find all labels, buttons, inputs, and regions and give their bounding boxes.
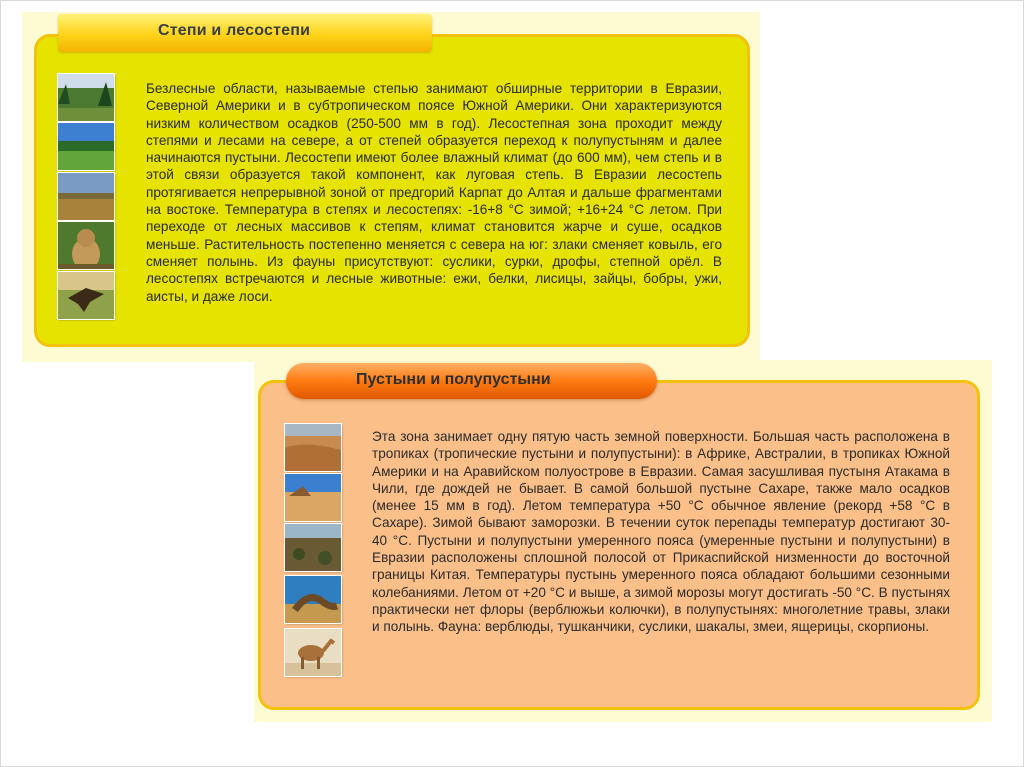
desert-title: Пустыни и полупустыни [356,371,551,388]
steppe-title-tab [58,14,432,52]
rocky-desert-photo [285,474,341,521]
forest-landscape-photo [58,74,114,121]
steppe-description: Безлесные области, называемые степью занимают обширные территории в Евразии, Северной Америки и в субтропическом поясе Южной Америки. Они характеризуются низким количеством осадков (250-500 мм в год). Лесостепная зона проходит между степями и лесами на севере, а от степей образуется переход к полупустыням и далее начинаются пустыни. Лесостепи имеют более влажный климат (до 600 мм), чем степь и в этой связи образуется такой компонент, как луговая степь. В Евразии лесостепь протягивается непрерывной зоной от предгорий Карпат до Алтая и дальше фрагментами на востоке. Температура в степях и лесостепях: -16+8 °С зимой; +16+24 °С летом. При переходе от лесных массивов к степям, климат становится жарче и суше, осадков меньше. Растительность постепенно меняется с севера на юг: злаки сменяет ковыль, его сменяет полынь. Из фауны присутствуют: суслики, сурки, дрофы, степной орёл. В лесостепях встречаются и лесные животные: ежи, белки, лисицы, зайцы, бобры, ужи, аисты, и даже лоси. [146,81,722,304]
steppe-title: Степи и лесостепи [158,22,311,39]
steppe-eagle-photo [58,272,114,319]
desert-description: Эта зона занимает одну пятую часть земной поверхности. Большая часть расположена в тропиках (тропические пустыни и полупустыни): в Африке, Австралии, в тропиках Южной Америки и на Аравийском полуострове в Евразии. Самая засушливая пустыня Атакама в Чили, где дождей не бывает. В самой большой пустыне Сахаре, также мало осадков (менее 15 мм в год). Летом температура +50 °С обычное явление (рекорд +58 °С в Сахаре). Зимой бывают заморозки. В течении суток перепады температур достигают 30-40 °С. Пустыни и полупустыни умеренного пояса (умеренные пустыни и полупустыни) в Евразии расположены сплошной полосой от Прикаспийской низменности до восточной границы Китая. Температуры пустынь умеренного пояса обладают большими сезонными колебаниями. Летом от +20 °С и выше, а зимой морозы могут достигать -50 °С. В пустынях практически нет флоры (верблюжьи колючки), в полупустынях: многолетние травы, злаки и полынь. Фауна: верблюды, тушканчики, суслики, шакалы, змеи, ящерицы, скорпионы. [372,429,950,635]
shrub-desert-photo [285,524,341,571]
sand-dunes-photo [285,424,341,471]
lizard-photo [285,576,341,623]
desert-title-tab [286,363,657,399]
marmot-photo [58,222,114,269]
forest-steppe-photo [58,123,114,170]
steppe-grassland-photo [58,173,114,220]
camel-photo [285,629,341,676]
